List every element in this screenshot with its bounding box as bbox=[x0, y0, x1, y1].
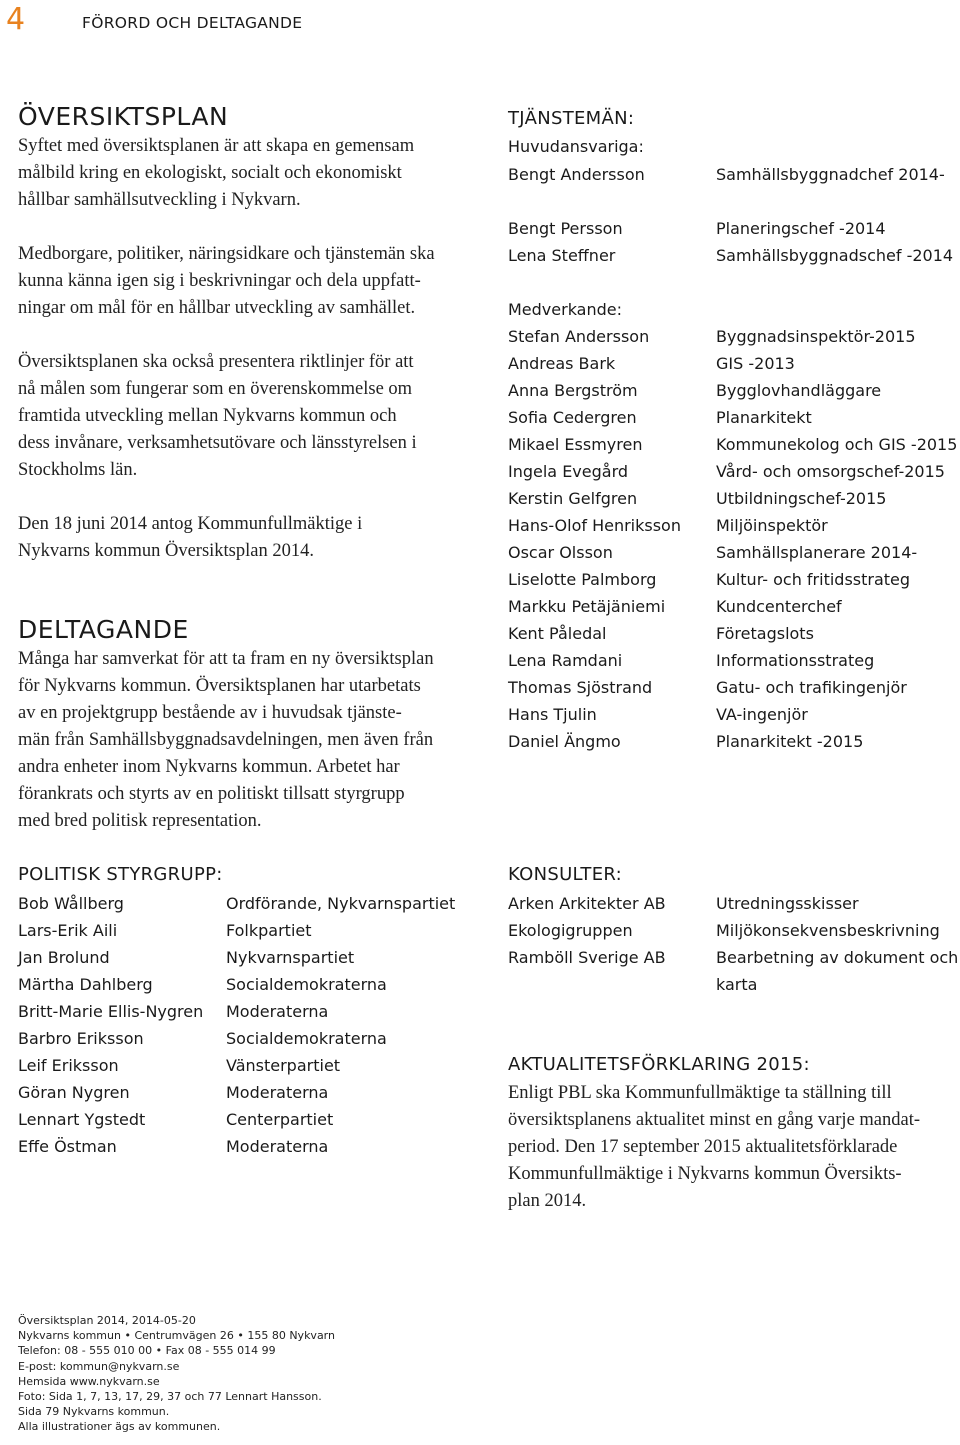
colophon-line: Nykvarns kommun • Centrumvägen 26 • 155 80 Nykvarn bbox=[18, 1329, 335, 1343]
staff-role: Planeringschef -2014 bbox=[716, 219, 886, 238]
member-role: Socialdemokraterna bbox=[226, 1029, 387, 1048]
staff-row bbox=[508, 701, 808, 728]
staff-row bbox=[508, 512, 828, 539]
page-number: 4 bbox=[6, 2, 26, 37]
staff-name: Hans-Olof Henriksson bbox=[508, 516, 681, 535]
staff-name: Thomas Sjöstrand bbox=[508, 678, 653, 697]
consultant-role: Miljökonsekvensbeskrivning bbox=[716, 921, 940, 940]
member-role: Moderaterna bbox=[226, 1137, 329, 1156]
oversiktsplan-paragraph-3 bbox=[18, 349, 488, 484]
text-line: Medborgare, politiker, näringsidkare och tjänstemän ska bbox=[18, 244, 435, 264]
text-line: Kommunfullmäktige i Nykvarns kommun Översikts- bbox=[508, 1164, 902, 1184]
member-name: Lars-Erik Aili bbox=[18, 921, 118, 940]
oversiktsplan-paragraph-2 bbox=[18, 241, 488, 322]
member-row bbox=[18, 1133, 329, 1160]
member-name: Leif Eriksson bbox=[18, 1056, 119, 1075]
text-line: kunna känna igen sig i beskrivningar och dela uppfatt- bbox=[18, 271, 421, 291]
staff-name: Andreas Bark bbox=[508, 354, 616, 373]
staff-name: Ingela Evegård bbox=[508, 462, 629, 481]
staff-row bbox=[508, 458, 945, 485]
huvudansvariga-label: Huvudansvariga: bbox=[508, 137, 644, 156]
member-name: Märtha Dahlberg bbox=[18, 975, 153, 994]
staff-row bbox=[508, 620, 814, 647]
staff-role: Vård- och omsorgschef-2015 bbox=[716, 462, 945, 481]
text-line: Nykvarns kommun Översiktsplan 2014. bbox=[18, 541, 314, 561]
consultant-role: Utredningsskisser bbox=[716, 894, 859, 913]
text-line: framtida utveckling mellan Nykvarns kommun och bbox=[18, 406, 397, 426]
staff-name: Stefan Andersson bbox=[508, 327, 650, 346]
staff-role: Planarkitekt -2015 bbox=[716, 732, 864, 751]
staff-name: Hans Tjulin bbox=[508, 705, 597, 724]
member-row bbox=[18, 1052, 341, 1079]
staff-role: Företagslots bbox=[716, 624, 814, 643]
staff-row bbox=[508, 647, 875, 674]
staff-row bbox=[508, 485, 887, 512]
text-line: Enligt PBL ska Kommunfullmäktige ta ställning till bbox=[508, 1083, 892, 1103]
colophon-line: Hemsida www.nykvarn.se bbox=[18, 1374, 160, 1388]
colophon bbox=[18, 1313, 335, 1435]
staff-role: Kundcenterchef bbox=[716, 597, 842, 616]
text-line: Stockholms län. bbox=[18, 460, 138, 480]
staff-role: Byggnadsinspektör-2015 bbox=[716, 327, 916, 346]
staff-row bbox=[508, 404, 812, 431]
text-line: period. Den 17 september 2015 aktualitetsförklarade bbox=[508, 1137, 898, 1157]
staff-name: Lena Ramdani bbox=[508, 651, 623, 670]
text-line: med bred politisk representation. bbox=[18, 811, 262, 831]
text-line: Många har samverkat för att ta fram en ny översiktsplan bbox=[18, 649, 434, 669]
staff-name: Anna Bergström bbox=[508, 381, 638, 400]
consultant-name: Ekologigruppen bbox=[508, 921, 633, 940]
text-line: hållbar samhällsutveckling i Nykvarn. bbox=[18, 190, 301, 210]
staff-row bbox=[508, 323, 916, 350]
member-row bbox=[18, 944, 355, 971]
deltagande-paragraph bbox=[18, 646, 498, 835]
aktualitet-heading: AKTUALITETSFÖRKLARING 2015: bbox=[508, 1054, 810, 1075]
colophon-line: Översiktsplan 2014, 2014-05-20 bbox=[18, 1314, 196, 1327]
text-line: Den 18 juni 2014 antog Kommunfullmäktige i bbox=[18, 514, 363, 534]
staff-row bbox=[508, 674, 907, 701]
section-title: FÖRORD OCH DELTAGANDE bbox=[82, 14, 303, 32]
text-line: män från Samhällsbyggnadsavdelningen, men även från bbox=[18, 730, 434, 750]
member-name: Barbro Eriksson bbox=[18, 1029, 144, 1048]
medverkande-label: Medverkande: bbox=[508, 300, 623, 319]
text-line: Syftet med översiktsplanen är att skapa en gemensam bbox=[18, 136, 415, 156]
member-row bbox=[18, 1106, 334, 1133]
staff-row bbox=[508, 566, 911, 593]
colophon-line: Telefon: 08 - 555 010 00 • Fax 08 - 555 014 99 bbox=[18, 1344, 276, 1358]
member-name: Britt-Marie Ellis-Nygren bbox=[18, 1002, 204, 1021]
staff-row bbox=[508, 242, 954, 269]
member-row bbox=[18, 998, 329, 1025]
staff-row bbox=[508, 377, 882, 404]
member-row bbox=[18, 890, 456, 917]
member-role: Folkpartiet bbox=[226, 921, 312, 940]
staff-name: Bengt Andersson bbox=[508, 165, 645, 184]
staff-name: Sofia Cedergren bbox=[508, 408, 637, 427]
member-role: Nykvarnspartiet bbox=[226, 948, 355, 967]
colophon-line: E-post: kommun@nykvarn.se bbox=[18, 1359, 180, 1373]
staff-row bbox=[508, 350, 795, 377]
consultant-role: Bearbetning av dokument och bbox=[716, 948, 959, 967]
consultant-row bbox=[508, 890, 859, 917]
staff-row bbox=[508, 161, 945, 188]
staff-row bbox=[508, 728, 864, 755]
member-name: Effe Östman bbox=[18, 1137, 117, 1156]
staff-role: Gatu- och trafikingenjör bbox=[716, 678, 907, 697]
text-line: målbild kring en ekologiskt, socialt och ekonomiskt bbox=[18, 163, 402, 183]
staff-role: Samhällsplanerare 2014- bbox=[716, 543, 918, 562]
member-name: Göran Nygren bbox=[18, 1083, 130, 1102]
staff-row bbox=[508, 215, 886, 242]
member-name: Jan Brolund bbox=[18, 948, 110, 967]
member-role: Vänsterpartiet bbox=[226, 1056, 341, 1075]
member-row bbox=[18, 1025, 387, 1052]
member-row bbox=[18, 971, 387, 998]
konsulter-heading: KONSULTER: bbox=[508, 864, 622, 885]
staff-name: Daniel Ängmo bbox=[508, 732, 621, 751]
member-role: Ordförande, Nykvarnspartiet bbox=[226, 894, 456, 913]
consultant-role-continued: karta bbox=[716, 975, 758, 994]
staff-name: Liselotte Palmborg bbox=[508, 570, 657, 589]
staff-name: Oscar Olsson bbox=[508, 543, 613, 562]
text-line: andra enheter inom Nykvarns kommun. Arbetet har bbox=[18, 757, 400, 777]
colophon-line: Foto: Sida 1, 7, 13, 17, 29, 37 och 77 Lennart Hansson. bbox=[18, 1390, 322, 1404]
oversiktsplan-paragraph-1 bbox=[18, 133, 488, 214]
member-name: Bob Wållberg bbox=[18, 894, 124, 913]
consultant-row bbox=[508, 917, 940, 944]
text-line: dess invånare, verksamhetsutövare och länsstyrelsen i bbox=[18, 433, 417, 453]
text-line: plan 2014. bbox=[508, 1191, 587, 1211]
text-line: för Nykvarns kommun. Översiktsplanen har utarbetats bbox=[18, 676, 421, 696]
staff-role: Kommunekolog och GIS -2015 bbox=[716, 435, 958, 454]
text-line: förankrats och styrts av en politiskt tillsatt styrgrupp bbox=[18, 784, 405, 804]
member-role: Moderaterna bbox=[226, 1083, 329, 1102]
staff-row bbox=[508, 593, 842, 620]
staff-name: Bengt Persson bbox=[508, 219, 623, 238]
member-name: Lennart Ygstedt bbox=[18, 1110, 146, 1129]
oversiktsplan-paragraph-4 bbox=[18, 511, 488, 565]
member-row bbox=[18, 1079, 329, 1106]
text-line: Översiktsplanen ska också presentera riktlinjer för att bbox=[18, 352, 414, 372]
text-line: av en projektgrupp bestående av i huvudsak tjänste- bbox=[18, 703, 402, 723]
member-row bbox=[18, 917, 312, 944]
text-line: nå målen som fungerar som en överenskommelse om bbox=[18, 379, 413, 399]
deltagande-heading: DELTAGANDE bbox=[18, 615, 189, 644]
colophon-line: Alla illustrationer ägs av kommunen. bbox=[18, 1420, 221, 1434]
staff-role: Utbildningschef-2015 bbox=[716, 489, 887, 508]
consultant-name: Ramböll Sverige AB bbox=[508, 948, 666, 967]
staff-role: Kultur- och fritidsstrateg bbox=[716, 570, 911, 589]
tjansteman-heading: TJÄNSTEMÄN: bbox=[508, 108, 635, 129]
staff-role: GIS -2013 bbox=[716, 354, 795, 373]
text-line: ningar om mål för en hållbar utveckling av samhället. bbox=[18, 298, 416, 318]
consultant-row bbox=[508, 944, 959, 971]
politisk-heading: POLITISK STYRGRUPP: bbox=[18, 864, 223, 885]
consultant-name: Arken Arkitekter AB bbox=[508, 894, 666, 913]
staff-role: Planarkitekt bbox=[716, 408, 812, 427]
staff-name: Kent Påledal bbox=[508, 624, 607, 643]
staff-name: Kerstin Gelfgren bbox=[508, 489, 638, 508]
staff-role: VA-ingenjör bbox=[716, 705, 808, 724]
staff-role: Samhällsbyggnadchef 2014- bbox=[716, 165, 945, 184]
staff-name: Markku Petäjäniemi bbox=[508, 597, 666, 616]
member-role: Socialdemokraterna bbox=[226, 975, 387, 994]
staff-name: Lena Steffner bbox=[508, 246, 616, 265]
oversiktsplan-heading: ÖVERSIKTSPLAN bbox=[18, 102, 229, 131]
staff-name: Mikael Essmyren bbox=[508, 435, 643, 454]
text-line: översiktsplanens aktualitet minst en gång varje mandat- bbox=[508, 1110, 921, 1130]
staff-role: Informationsstrateg bbox=[716, 651, 875, 670]
staff-role: Samhällsbyggnadschef -2014 bbox=[716, 246, 954, 265]
member-role: Centerpartiet bbox=[226, 1110, 334, 1129]
staff-role: Bygglovhandläggare bbox=[716, 381, 882, 400]
staff-row bbox=[508, 539, 918, 566]
staff-role: Miljöinspektör bbox=[716, 516, 828, 535]
colophon-line: Sida 79 Nykvarns kommun. bbox=[18, 1405, 170, 1419]
member-role: Moderaterna bbox=[226, 1002, 329, 1021]
staff-row bbox=[508, 431, 958, 458]
aktualitet-paragraph bbox=[508, 1080, 960, 1215]
